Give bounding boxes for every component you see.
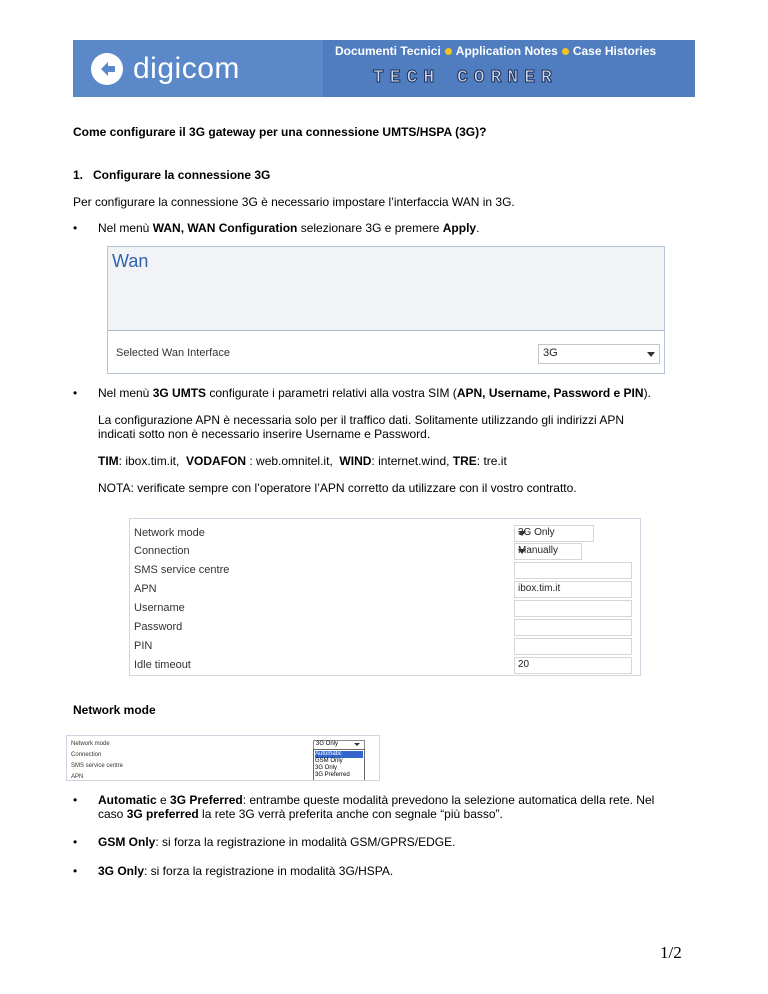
header-banner <box>73 40 695 97</box>
doc-title: Come configurare il 3G gateway per una connessione UMTS/HSPA (3G)? <box>73 125 487 139</box>
nav-application-notes[interactable]: Application Notes <box>455 44 558 58</box>
password-input[interactable] <box>514 619 632 636</box>
bullet-icon: • <box>73 793 78 807</box>
pin-input[interactable] <box>514 638 632 655</box>
network-mode-heading: Network mode <box>73 703 156 717</box>
chevron-down-icon <box>518 531 526 536</box>
chevron-down-icon <box>518 549 526 554</box>
nav-documenti[interactable]: Documenti Tecnici <box>335 44 441 58</box>
network-mode-options <box>313 749 365 781</box>
row-idle-timeout: Idle timeout 20 <box>130 657 640 675</box>
bullet-gsm-only: GSM Only: si forza la registrazione in modalità GSM/GPRS/EDGE. <box>98 835 456 849</box>
bullet-3g-only: 3G Only: si forza la registrazione in modalità 3G/HSPA. <box>98 864 394 878</box>
idle-timeout-input[interactable]: 20 <box>514 657 632 674</box>
bullet-icon: • <box>73 386 78 400</box>
page-number: 1/2 <box>660 943 682 962</box>
section-heading: 1. Configurare la connessione 3G <box>73 168 271 182</box>
network-mode-dropdown-panel: Network mode Connection SMS service centre APN 3G Only Automatic GSM Only 3G Only 3G Preferred <box>66 735 380 781</box>
nav-case-histories[interactable]: Case Histories <box>572 44 657 58</box>
wan-title: Wan <box>112 251 149 271</box>
digicom-logo-icon <box>91 53 123 85</box>
bullet-icon: • <box>73 835 78 849</box>
connection-select[interactable]: Manually <box>514 543 582 560</box>
apn-input[interactable]: ibox.tim.it <box>514 581 632 598</box>
logo-text: digicom <box>133 52 240 85</box>
bullet-3g-umts: Nel menù 3G UMTS configurate i parametri relativi alla vostra SIM (APN, Username, Password e PIN). <box>98 386 651 400</box>
bullet-icon: • <box>73 864 78 878</box>
row-connection: Connection Manually <box>130 543 640 561</box>
apn-note-line2: indicati sotto non è necessario inserire Username e Password. <box>98 427 431 441</box>
sms-centre-input[interactable] <box>514 562 632 579</box>
chevron-down-icon <box>647 352 655 357</box>
row-password: Password <box>130 619 640 637</box>
bullet-automatic-line2: caso 3G preferred la rete 3G verrà preferita anche con segnale “più basso”. <box>98 807 503 821</box>
row-sms-centre: SMS service centre <box>130 562 640 580</box>
row-username: Username <box>130 600 640 618</box>
option-3g-only[interactable]: 3G Only <box>315 765 338 771</box>
bullet-automatic: Automatic e 3G Preferred: entrambe queste modalità prevedono la selezione automatica della rete. Nel <box>98 793 655 807</box>
logo-area <box>73 40 323 97</box>
apn-note-line1: La configurazione APN è necessaria solo per il traffico dati. Solitamente utilizzando gli indirizzi APN <box>98 413 625 427</box>
wan-interface-label: Selected Wan Interface <box>116 347 230 359</box>
bullet-icon: • <box>73 221 78 235</box>
tech-corner-title: TECH CORNER <box>373 68 558 88</box>
username-input[interactable] <box>514 600 632 617</box>
wan-panel <box>107 246 665 374</box>
nota-text: NOTA: verificate sempre con l’operatore l’APN corretto da utilizzare con il vostro contratto. <box>98 481 577 495</box>
network-mode-select[interactable]: 3G Only <box>514 525 594 542</box>
bullet-dot-icon <box>562 48 569 55</box>
row-network-mode: Network mode 3G Only <box>130 525 640 543</box>
wan-interface-select[interactable]: 3G <box>538 344 660 364</box>
operator-apns: TIM: ibox.tim.it, VODAFON : web.omnitel.it, WIND: internet.wind, TRE: tre.it <box>98 454 507 468</box>
option-gsm-only[interactable]: GSM Only <box>315 758 343 764</box>
banner-nav <box>335 44 656 58</box>
row-pin: PIN <box>130 638 640 656</box>
bullet-wan: Nel menù WAN, WAN Configuration selezionare 3G e premere Apply. <box>98 221 480 235</box>
chevron-down-icon <box>354 743 360 746</box>
network-mode-mini-select[interactable]: 3G Only <box>313 740 365 750</box>
option-3g-preferred[interactable]: 3G Preferred <box>315 772 350 778</box>
bullet-dot-icon <box>445 48 452 55</box>
3g-config-panel <box>129 518 641 676</box>
intro-text: Per configurare la connessione 3G è necessario impostare l’interfaccia WAN in 3G. <box>73 195 515 209</box>
row-apn: APN ibox.tim.it <box>130 581 640 599</box>
option-automatic[interactable]: Automatic <box>315 751 363 758</box>
